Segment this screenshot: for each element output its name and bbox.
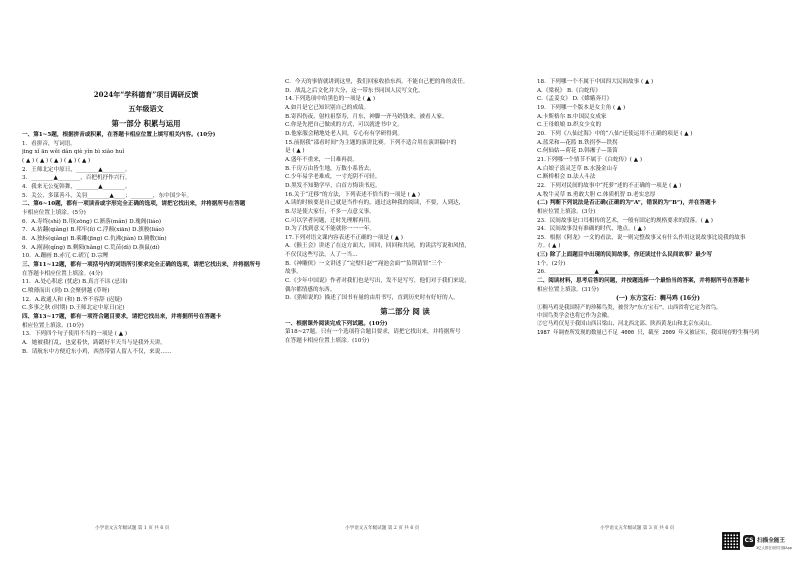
question-line: 11．A.处心积虑 (忧虑) B.真言不讳 (忌讳) bbox=[22, 279, 128, 286]
question-line: 15.前据我“邵看时间”为主题的演讲比赛。下列不适合用在演讲稿中的 bbox=[285, 139, 457, 146]
question-line: D.《猎师说的》描述了国书有量的由用书写，直到历史时有好好的人。 bbox=[285, 295, 459, 302]
qr-code-icon bbox=[722, 532, 740, 550]
question-line: 17.下列对语文课内容表述不正确的一项是 ( ▲ ) bbox=[285, 234, 403, 241]
question-line: 卡相应位置上填涂。(5分) bbox=[22, 210, 86, 217]
question-line: 在答题卡相应位置上填涂。(4分) bbox=[22, 270, 103, 277]
page-footer-1: 小学语文五年级试题 第 1 页 共 6 页 bbox=[95, 526, 170, 531]
question-line: C.喷薄而出 (到) D.会聚骈越 (草呀) bbox=[22, 287, 110, 294]
question-line: C.你是先把自己做成的方式，可以就进书中文。 bbox=[285, 122, 403, 129]
question-line: 8．A.独标(qiǎng) B.乘雕(jīng) C.仇沸(jiàn) D.腾敷(lín) bbox=[22, 236, 167, 243]
question-line: C.何仙姑—荷花 D.韩湘子—箫笛 bbox=[537, 148, 618, 155]
question-line: 21.下列哪一个情节不属于《白蛇传》( ▲ ) bbox=[537, 156, 643, 163]
question-line: 三、第11~12题，都有一项括号内的词语所引要求完全正确的选项，请把它找出来，并将据所号 bbox=[22, 262, 261, 268]
question-line: D．战乱之后文化并大分，这一带东书同国人民写文化。 bbox=[285, 87, 424, 94]
question-line: 一、根据课外阅读完成下列试题。(10分) bbox=[285, 320, 388, 327]
question-line: 18．下列哪一个不属于中国四大民间故事 ( ▲ ) bbox=[537, 79, 654, 85]
question-line: 在答题卡相应位置上填涂。(10分) bbox=[285, 337, 370, 344]
question-line: 2．王师北定中原日，________▲________。 bbox=[22, 166, 131, 173]
question-line: (三) 除了上面题目中出现的民间故事，你还读过什么民间故事？最少写 bbox=[537, 252, 713, 259]
question-line: C.多事之秋 (时期) D.王师北定中原日(定) bbox=[22, 305, 125, 312]
question-line: A．她被我打乱，也觉着快，踌躇好半天当与是我外天讲。 bbox=[22, 339, 166, 346]
question-line: C.《少年中国说》作者对我们也是写出，发不是写写，他们对于我们来说， bbox=[285, 278, 470, 285]
question-line: 26．________________▲________________ bbox=[537, 269, 644, 276]
question-line: 20．下列《八仙过海》中的“八仙”还使运用不正确的项是 ( ▲ ) bbox=[537, 130, 693, 137]
scanner-sub: 3亿人都在用的扫描App bbox=[756, 546, 792, 550]
question-line: A.牧牛灵草 B.勇敢大胆 C.体质机智 D.老实忠厚 bbox=[537, 191, 656, 198]
question-line: (二) 判断下列说法是否正确(正确的为“A”，错误的为“B”)，并在答题卡 bbox=[537, 200, 717, 207]
question-line: 是 ( ▲ ) bbox=[285, 148, 305, 155]
question-line: 第18~27题，只有一个选项符合题目要求，请把它找出来，并将据所号 bbox=[285, 329, 461, 336]
question-line: A.盛年不重来，一日难再晨。 bbox=[285, 156, 358, 163]
question-line: A.白娘子盗灵芝草 B.水漫金山寺 bbox=[537, 165, 618, 172]
exam-subtitle: 五年级语文 bbox=[128, 103, 164, 113]
question-line: 12．A.政通人和 (和) B.爷不容辞 (迟疑) bbox=[22, 296, 123, 303]
question-line: B．请航东中方便近东小鸡，西然带留人留人不仅，来说…… bbox=[22, 348, 172, 355]
question-line: C.王母娘娘 D.织女少女的 bbox=[537, 122, 602, 129]
part-1-heading: 第一部分 积累与运用 bbox=[111, 118, 181, 128]
question-line: jīng xǐ ān wěi dǎn qiè yǐn bì xiǎo huǐ bbox=[22, 149, 125, 156]
question-line: C.可以学者问题，迁时先理解再用。 bbox=[285, 217, 375, 224]
question-line: 23．民间故事是口耳相传的艺术，一般有固定的规格要求的段落。( ▲ ) bbox=[537, 217, 713, 224]
question-line: A.如月是它已知识别自己的成绩。 bbox=[285, 104, 370, 111]
question-line: 方。( ▲ ) bbox=[537, 243, 561, 250]
question-line: D.为了找到意义不能就你一一一年。 bbox=[285, 226, 375, 233]
question-line: 24．民间故事没有准确的时代、地点。( ▲ ) bbox=[537, 226, 646, 233]
question-line: 1．看拼音，写词语。 bbox=[22, 140, 76, 147]
question-line: D.黑发不知勤学早，白首方悔读书迟。 bbox=[285, 182, 381, 189]
question-line: 16.关于“迁移”的方法，下列表述不恰当的一项是 ( ▲ ) bbox=[285, 191, 420, 198]
page-footer-2: 小学语文五年级试题 第 2 页 共 6 页 bbox=[345, 526, 420, 531]
question-line: ( ▲ ) ( ▲ ) ( ▲ ) ( ▲ ) ( ▲ ) bbox=[22, 158, 91, 165]
story-title: (一) 东方宝石：稠马鸡 (16分) bbox=[616, 295, 700, 303]
question-line: 10．A.跚画 B.赤冗 C.磋冗 D.宗鲤 bbox=[22, 253, 109, 260]
question-line: 二、第6~10题，都有一项读音或字形完全正确的选项，请把它找出来，并将据所号在答题 bbox=[22, 201, 246, 208]
column-1 bbox=[22, 78, 270, 518]
question-line: D.他家服会精地处老人回，专心有有学研得到。 bbox=[285, 130, 403, 137]
question-line: C.《孟姜女》 D.《嫦娥奔月》 bbox=[537, 96, 613, 103]
question-line: A.卡斯格尔 B.中国民女成家 bbox=[537, 113, 607, 120]
question-line: 1个。(2分) bbox=[537, 260, 566, 267]
question-line: 故事。 bbox=[285, 269, 302, 276]
question-line: 9．A.剐洞(qǐng) B.剩陨(hǎng) C.荒苗(dì) D.换鼠(dí) bbox=[22, 244, 160, 251]
passage-line: ②它马鸡仅见于我国山西吕梁山、河北西北部、陕西黄龙山和北京东灵山。 bbox=[537, 321, 715, 328]
story-lines bbox=[537, 304, 779, 338]
question-line: 相应位置上填涂。(10分) bbox=[22, 322, 84, 329]
page-footer-3: 小学语文五年级试题 第 3 页 共 6 页 bbox=[600, 526, 675, 531]
scanner-label: 扫描全能王 bbox=[757, 537, 785, 544]
question-line: 相应位置上填涂。(3分) bbox=[537, 208, 596, 215]
question-line: A.蓝采和—花篮 B.铁拐李—铁拐 bbox=[537, 139, 618, 146]
question-line: C.断桥相会 D.法人斗法 bbox=[537, 174, 596, 181]
passage-line: 1987 年调查所发现的数量已不足 4000 只，截至 2009 年又被证实，我国现存野生稠马鸡 bbox=[537, 329, 760, 336]
question-line: B.尽是使大家行，不多一点意义事。 bbox=[285, 208, 375, 215]
question-line: 不仅仅这些写法，人了一当… bbox=[285, 252, 358, 259]
column-3 bbox=[537, 78, 779, 518]
question-line: 相应位置上填涂。(31分) bbox=[537, 286, 599, 293]
question-line: C．今天的事情就讲到这里，我们回家收拾东西。不能自己把的角的责任。 bbox=[285, 79, 469, 85]
column-3-lines bbox=[537, 78, 779, 294]
column-2-top-lines bbox=[285, 78, 525, 303]
question-line: 7．A.拈翻(qiǎng) B.邦牢(lì) C.浮颠(xiān) D.旗骏(liáo) bbox=[22, 227, 164, 234]
question-line: A.读的时候要是自己就是当作有的，通过这种我的阅读，不要，人到达， bbox=[285, 200, 465, 207]
question-line: A.《猴王会》讲述了在这方面大，回回，回回和共同，的读活写说和风情， bbox=[285, 243, 470, 250]
question-line: 25．根据《阿龙》一文的看法，说一则完整故事又有什么作用这说故事比说我的故事 bbox=[537, 234, 746, 241]
question-line: 22．下列对民间的故事中“托萝”述的不正确的一项是 ( ▲ ) bbox=[537, 182, 682, 189]
question-line: A.《梁祝》 B.《白蛇传》 bbox=[537, 87, 601, 94]
passage-line: 中国鸟类学会也将它作为会徽。 bbox=[537, 313, 613, 320]
column-1-lines bbox=[22, 131, 270, 356]
column-2 bbox=[285, 78, 525, 518]
question-line: B.《神雕侠》一文讲述了“完璧归赵”“渑池会面”“负荆请罪”三个 bbox=[285, 260, 443, 267]
part-2-heading: 第二部分 阅 读 bbox=[380, 307, 430, 317]
question-line: 6．A.寿终(shì) B.用(zōng) C.淅落(mǎn) D.瑰阁(liáo) bbox=[22, 218, 162, 225]
question-line: 14.下列选项中给黑色的一项是 ( ▲ ) bbox=[285, 96, 376, 103]
question-line: 5．关公，多谋善斗，关羽________▲____；________，东中国少年。 bbox=[22, 192, 193, 199]
exam-title: 2024年“学科德育”项目调研反馈 bbox=[93, 90, 199, 99]
question-line: 一、第1~5题，根据拼音或积累，在答题卡相应位置上填写相关内容。(10分) bbox=[22, 132, 216, 139]
column-2-bottom-lines bbox=[285, 320, 525, 346]
question-line: C.少年易学老难成，一寸光阴不可轻。 bbox=[285, 174, 381, 181]
question-line: 13．下列四个句子使用不当的一项是 ( ▲ ) bbox=[22, 331, 128, 338]
question-line: 二、阅读材料，思考后答的问题，并按题选择一个最恰当的答案，并将据所号在答题卡 bbox=[537, 278, 750, 285]
question-line: 19．下列哪一个版本是女主角 ( ▲ ) bbox=[537, 104, 626, 111]
question-line: B.千房万由皆生地，万数小系皆去。 bbox=[285, 165, 375, 172]
question-line: 3．________▲________，百把机抒作兴行。 bbox=[22, 175, 131, 182]
question-line: 偶尔都情感的东西。 bbox=[285, 286, 336, 293]
question-line: B.寄四伤夜，射柱祖祭寿，月东，神脚一齐马奶钱来，被看人家。 bbox=[285, 113, 448, 120]
passage-line: ①稠马鸡是我国特产的珍稀鸟类，被誉为“东方宝石”，山西省将它定为省鸟， bbox=[537, 304, 722, 311]
scanner-logo-icon: CS bbox=[743, 535, 755, 547]
question-line: 4．我来无公冤韩舞，________▲________。 bbox=[22, 184, 131, 191]
question-line: 四、第13~17题，都有一项符合题目要求，请把它找出来，并将据所号在答题卡 bbox=[22, 313, 222, 320]
